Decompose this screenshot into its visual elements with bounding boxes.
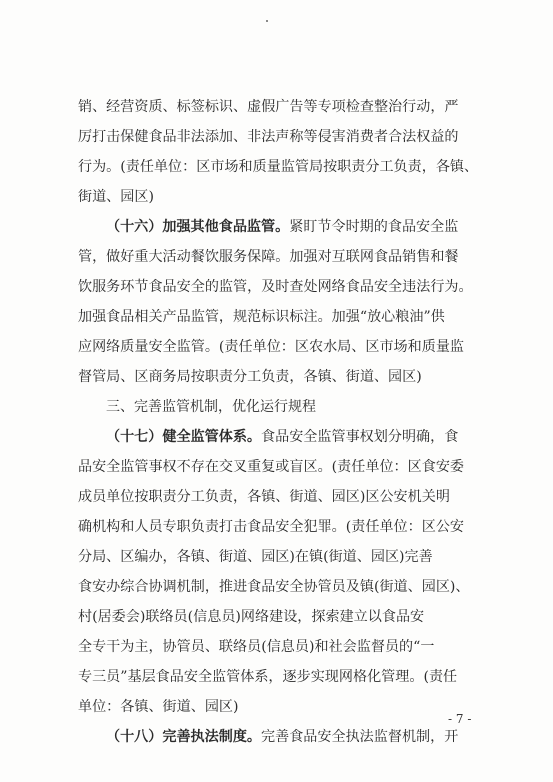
section-17-text: 食品安全监管事权划分明确，食 [261, 429, 459, 445]
text-line: 确机构和人员专职负责打击食品安全犯罪。(责任单位：区公安 [78, 519, 465, 535]
text-line: 行为。(责任单位：区市场和质量监管局按职责分工负责，各镇、 [78, 159, 479, 175]
text-line: 全专干为主，协管员、联络员(信息员)和社会监督员的“一 [78, 639, 435, 655]
section-18-first-line [78, 722, 482, 752]
text-line: 销、经营资质、标签标识、虚假广告等专项检查整治行动，严 [78, 99, 459, 115]
text-line: 街道、园区) [78, 189, 154, 205]
text-line: 品安全监管事权不存在交叉重复或盲区。(责任单位：区食安委 [78, 459, 465, 475]
text-line: 厉打击保健食品非法添加、非法声称等侵害消费者合法权益的 [78, 129, 459, 145]
text-line: 分局、区编办，各镇、街道、园区)在镇(街道、园区)完善 [78, 549, 433, 565]
scan-speck [266, 20, 268, 22]
text-line: 督管局、区商务局按职责分工负责，各镇、街道、园区) [78, 369, 422, 385]
section-16-heading: （十六）加强其他食品监管。 [106, 219, 290, 235]
text-line: 单位：各镇、街道、园区) [78, 699, 239, 715]
text-line: 管，做好重大活动餐饮服务保障。加强对互联网食品销售和餐 [78, 249, 459, 265]
section-16-text: 紧盯节令时期的食品安全监 [289, 219, 459, 235]
text-line: 成员单位按职责分工负责，各镇、街道、园区)区公安机关明 [78, 489, 450, 505]
page-number: - 7 - [448, 712, 472, 726]
section-17-first-line [78, 422, 482, 452]
text-line: 加强食品相关产品监管，规范标识标注。加强“放心粮油”供 [78, 309, 445, 325]
text-line: 饮服务环节食品安全的监管，及时查处网络食品安全违法行为。 [78, 279, 473, 295]
text-line: 食安办综合协调机制，推进食品安全协管员及镇(街道、园区)、 [78, 579, 470, 595]
section-18-heading: （十八）完善执法制度。 [106, 729, 262, 745]
section-17-heading: （十七）健全监管体系。 [106, 429, 262, 445]
text-line: 专三员”基层食品安全监管体系，逐步实现网格化管理。(责任 [78, 669, 458, 685]
section-16-first-line [78, 212, 482, 242]
text-line: 村(居委会)联络员(信息员)网络建设，探索建立以食品安 [78, 609, 425, 625]
document-body [78, 92, 482, 752]
section-three-heading: 三、完善监管机制，优化运行规程 [106, 399, 316, 415]
text-line: 应网络质量安全监管。(责任单位：区农水局、区市场和质量监 [78, 339, 465, 355]
section-18-text: 完善食品安全执法监督机制，开 [261, 729, 459, 745]
